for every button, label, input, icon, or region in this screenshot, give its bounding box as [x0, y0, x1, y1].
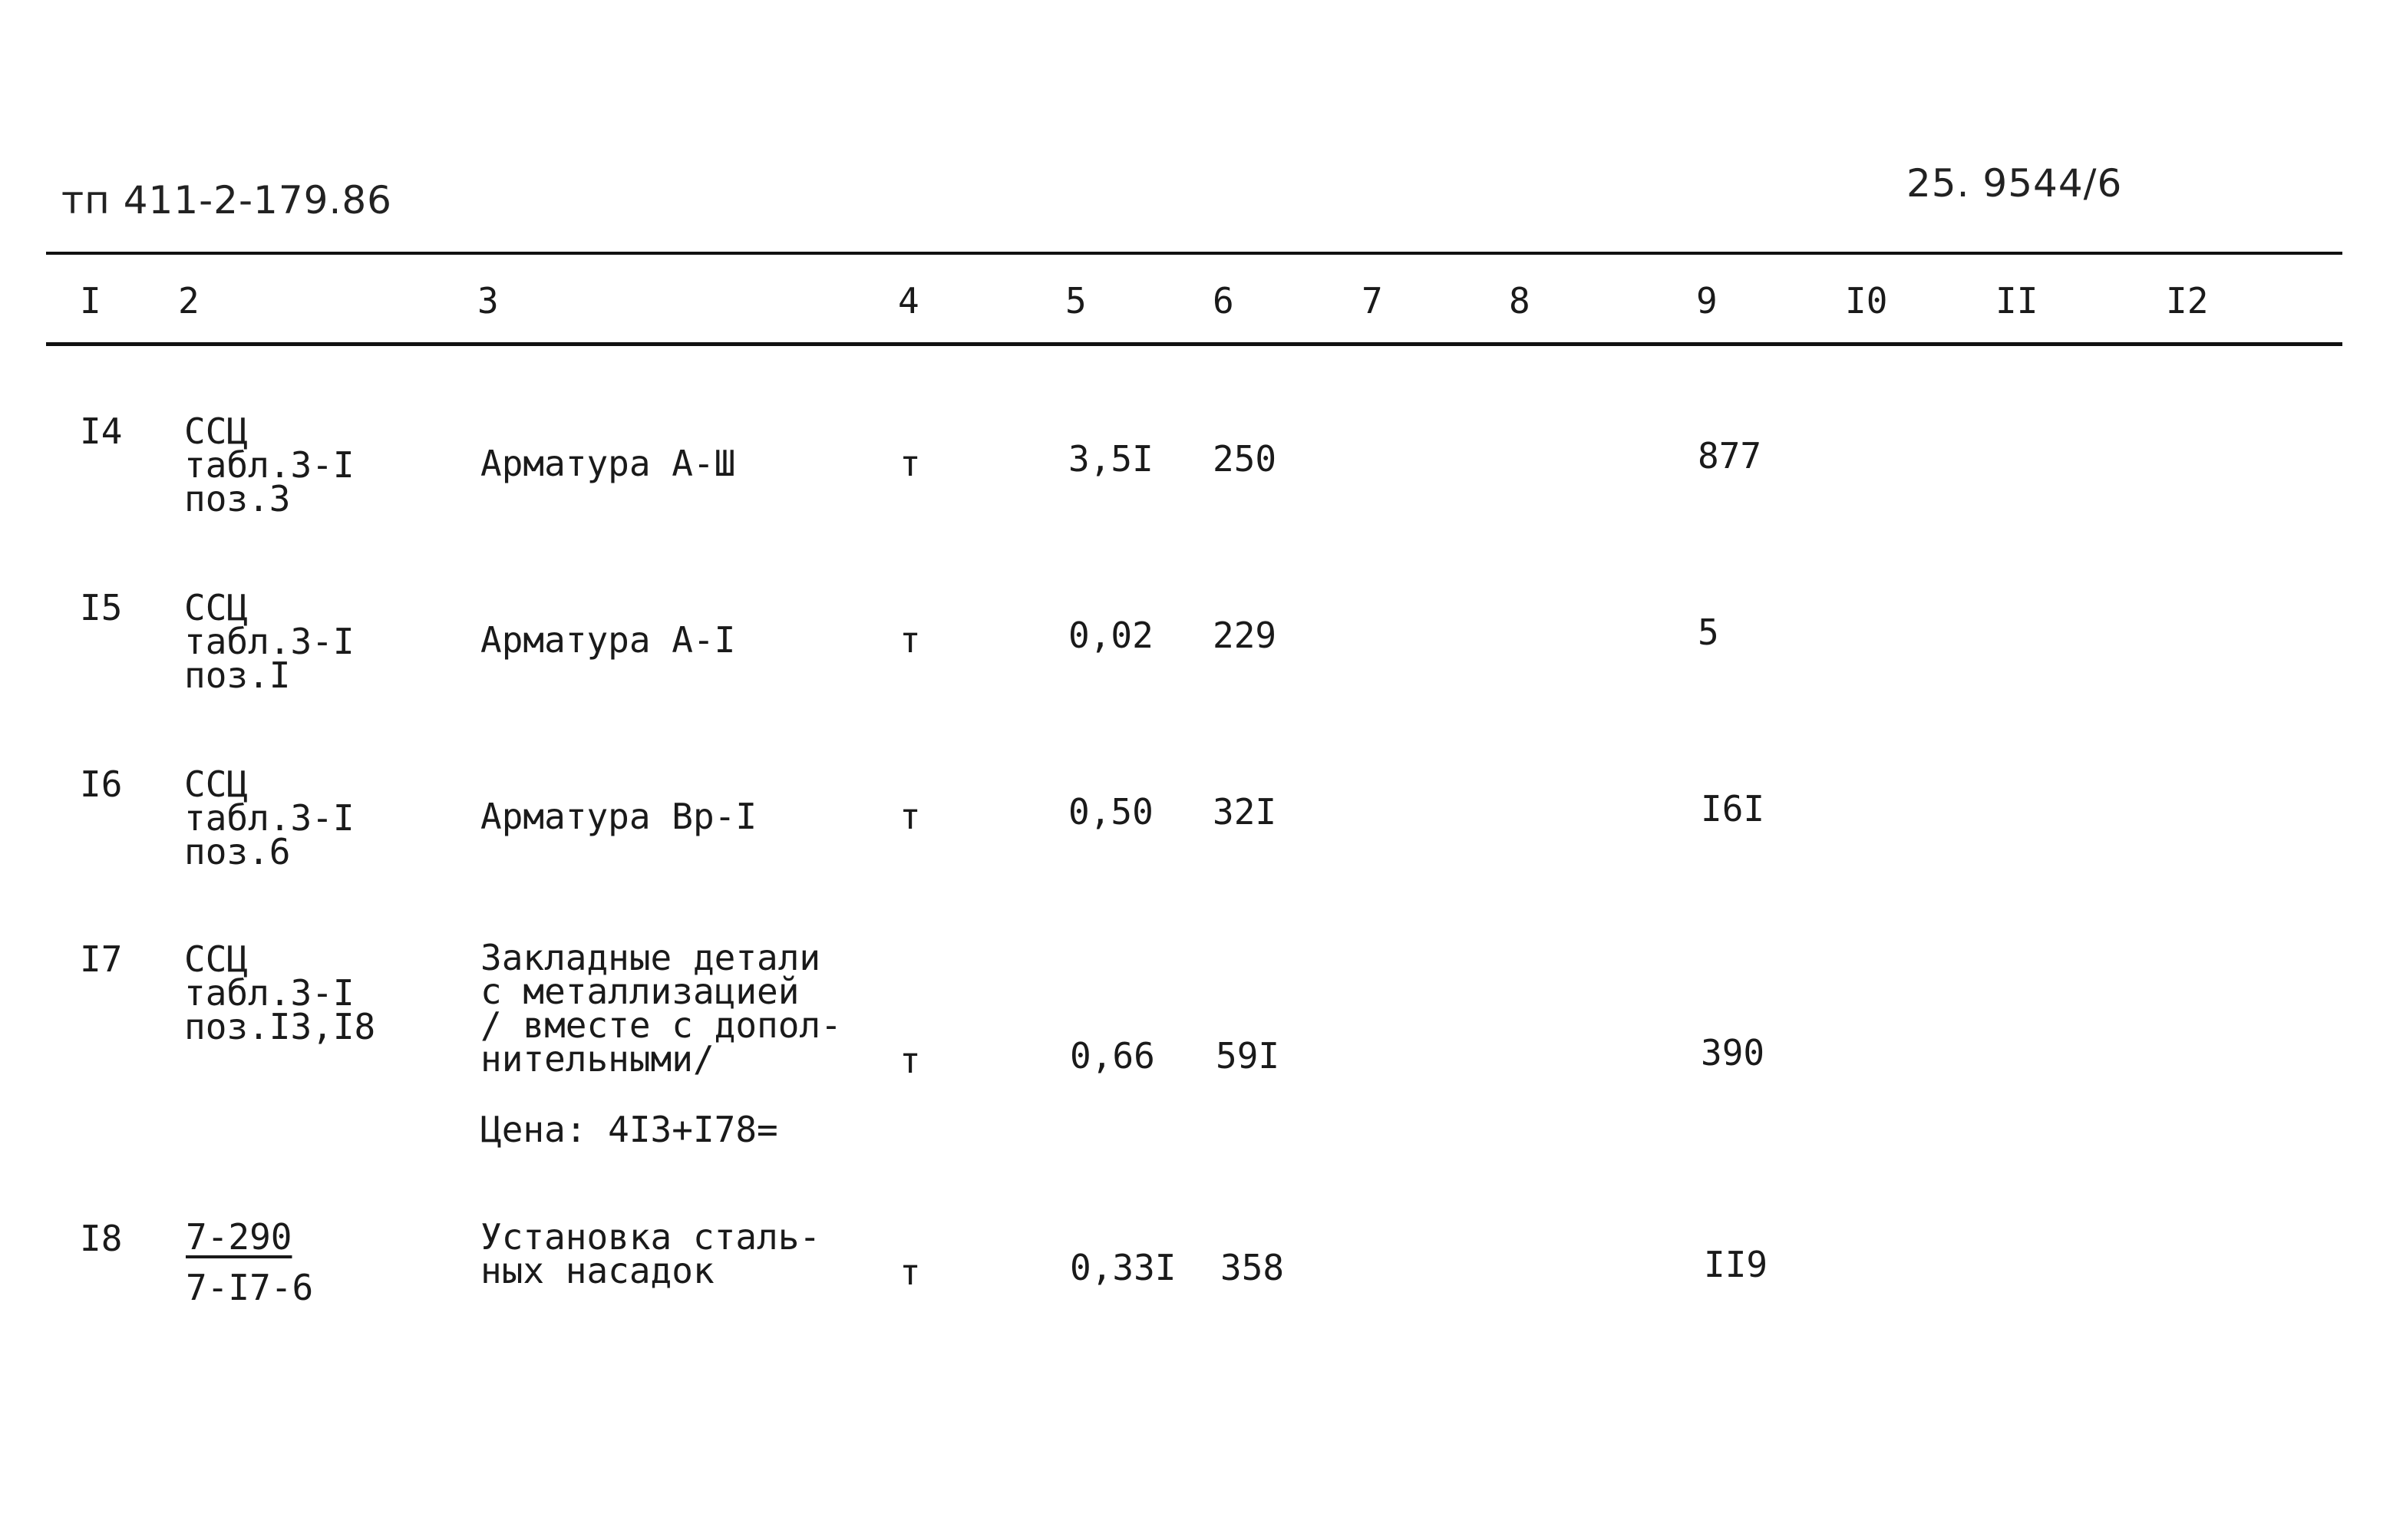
source-reference: ССЦ табл.3-I поз.6	[184, 763, 355, 872]
item-name: Арматура А-Ш	[480, 443, 736, 484]
row-number: I4	[80, 411, 123, 452]
unit-price: 250	[1213, 438, 1277, 480]
col-header-11: II	[1995, 280, 2038, 322]
col-header-2: 2	[178, 280, 200, 322]
col-header-6: 6	[1213, 280, 1234, 322]
unit: т	[899, 1040, 921, 1081]
unit: т	[899, 619, 921, 661]
row-number: I5	[80, 587, 123, 628]
header-rule	[46, 342, 2342, 346]
page-reference: 25. 9544/6	[1906, 161, 2123, 206]
col-header-10: I0	[1845, 280, 1888, 322]
quantity: 0,33I	[1070, 1247, 1177, 1288]
col-header-8: 8	[1509, 280, 1530, 322]
unit-price: 59I	[1216, 1035, 1280, 1077]
col-header-5: 5	[1065, 280, 1087, 322]
col-header-1: I	[80, 280, 101, 322]
top-rule	[46, 252, 2342, 255]
col-header-9: 9	[1696, 280, 1718, 322]
total-cost: 5	[1698, 612, 1719, 653]
item-name: Закладные детали с металлизацией / вместе с допол- нительными/	[480, 937, 842, 1080]
col-header-12: I2	[2166, 280, 2209, 322]
unit-price: 32I	[1213, 791, 1277, 833]
source-reference-bottom: 7-I7-6	[186, 1267, 314, 1308]
row-number: I6	[80, 763, 123, 805]
item-name: Арматура Вр-I	[480, 796, 758, 837]
total-cost: I6I	[1701, 788, 1765, 829]
source-reference: ССЦ табл.3-I поз.I3,I8	[184, 938, 376, 1047]
unit-price: 229	[1213, 615, 1277, 656]
unit-price: 358	[1220, 1247, 1285, 1288]
col-header-3: 3	[477, 280, 499, 322]
item-name: Арматура А-I	[480, 619, 736, 661]
source-reference: ССЦ табл.3-I поз.I	[184, 587, 355, 696]
document-code: тп 411-2-179.86	[61, 178, 392, 223]
quantity: 0,02	[1068, 615, 1154, 656]
quantity: 0,66	[1070, 1035, 1155, 1077]
row-number: I8	[80, 1218, 123, 1259]
item-name: Установка сталь- ных насадок	[480, 1216, 821, 1291]
total-cost: 877	[1698, 435, 1762, 477]
total-cost: 390	[1701, 1032, 1765, 1073]
total-cost: II9	[1704, 1244, 1768, 1285]
source-reference: ССЦ табл.3-I поз.3	[184, 411, 355, 519]
unit: т	[899, 796, 921, 837]
unit: т	[899, 443, 921, 484]
quantity: 3,5I	[1068, 438, 1154, 480]
quantity: 0,50	[1068, 791, 1154, 833]
col-header-7: 7	[1362, 280, 1383, 322]
row-number: I7	[80, 938, 123, 980]
source-reference-top: 7-290	[186, 1216, 292, 1258]
price-note: Цена: 4I3+I78=	[480, 1109, 778, 1150]
unit: т	[899, 1251, 921, 1293]
col-header-4: 4	[898, 280, 919, 322]
